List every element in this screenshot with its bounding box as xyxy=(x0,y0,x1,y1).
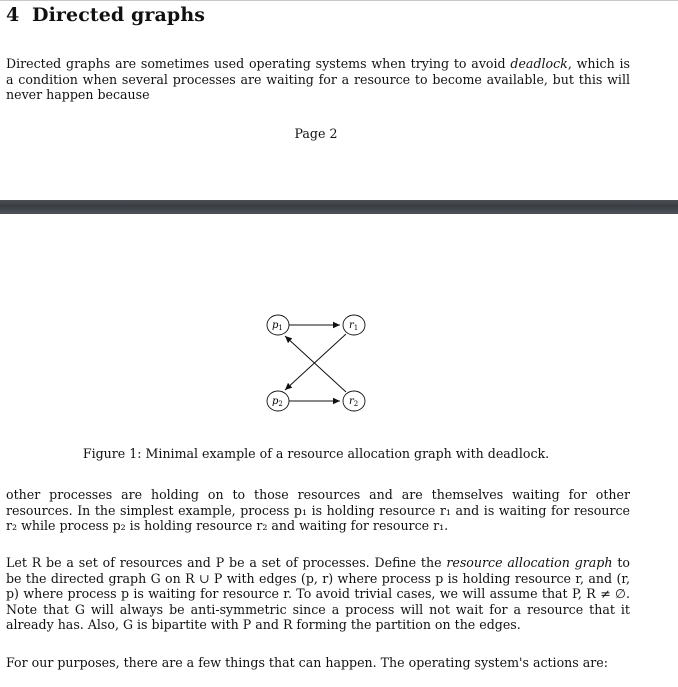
section-heading xyxy=(6,4,205,26)
node-p1-sub: 1 xyxy=(278,324,283,332)
closing-paragraph: For our purposes, there are a few things that can happen. The operating system's actions are: xyxy=(6,655,608,670)
node-p1-letter: p xyxy=(272,320,279,331)
node-p2-sub: 2 xyxy=(278,400,283,408)
figure-caption: Figure 1: Minimal example of a resource allocation graph with deadlock. xyxy=(82,446,550,461)
page-separator xyxy=(0,200,678,214)
intro-before: Directed graphs are sometimes used operating systems when trying to avoid xyxy=(6,56,511,71)
continuation-paragraph: other processes are holding on to those resources and are themselves waiting for other resources. In the simplest example, process p₁ is holding resource r₁ and is waiting for resource r₂ while process p₂ is holding resource r₂ and waiting for resource r₁. xyxy=(6,487,630,534)
node-r1-sub: 1 xyxy=(353,324,359,332)
node-p2 xyxy=(267,391,289,411)
node-r2-letter: r xyxy=(349,396,354,407)
node-r1 xyxy=(343,315,365,335)
resource-allocation-figure xyxy=(250,300,390,420)
section-number: 4 xyxy=(6,4,20,26)
page-number: Page 2 xyxy=(294,126,338,141)
intro-after: , which is a condition when several processes are waiting for a resource to become available, but this will never happen because xyxy=(6,56,631,103)
edge-r2-p1 xyxy=(285,336,346,392)
top-rule xyxy=(0,0,678,1)
section-title: Directed graphs xyxy=(32,4,206,26)
node-p2-letter: p xyxy=(272,396,279,407)
resource-allocation-graph-term: resource allocation graph xyxy=(446,555,613,570)
definition-part2: to be the directed graph G on R ∪ P with edges (p, r) where process p is holding resource r, and (r, p) where process p is waiting for resource r. To avoid trivial cases, we will assume that P, R ≠ ∅. Note that G will always be anti-symmetric since a process will not wait for a resource that it already has. Also, G is bipartite with P and R forming the partition on the edges. xyxy=(6,555,630,633)
definition-part1: Let R be a set of resources and P be a set of processes. Define the xyxy=(6,555,447,570)
node-r2 xyxy=(343,391,365,411)
definition-paragraph xyxy=(6,555,630,633)
intro-paragraph xyxy=(6,56,630,103)
node-p1 xyxy=(267,315,289,335)
deadlock-term: deadlock xyxy=(510,56,568,71)
page-top xyxy=(0,0,678,200)
edge-r1-p2 xyxy=(285,334,346,390)
node-r1-letter: r xyxy=(349,320,354,331)
node-r2-sub: 2 xyxy=(353,400,359,408)
